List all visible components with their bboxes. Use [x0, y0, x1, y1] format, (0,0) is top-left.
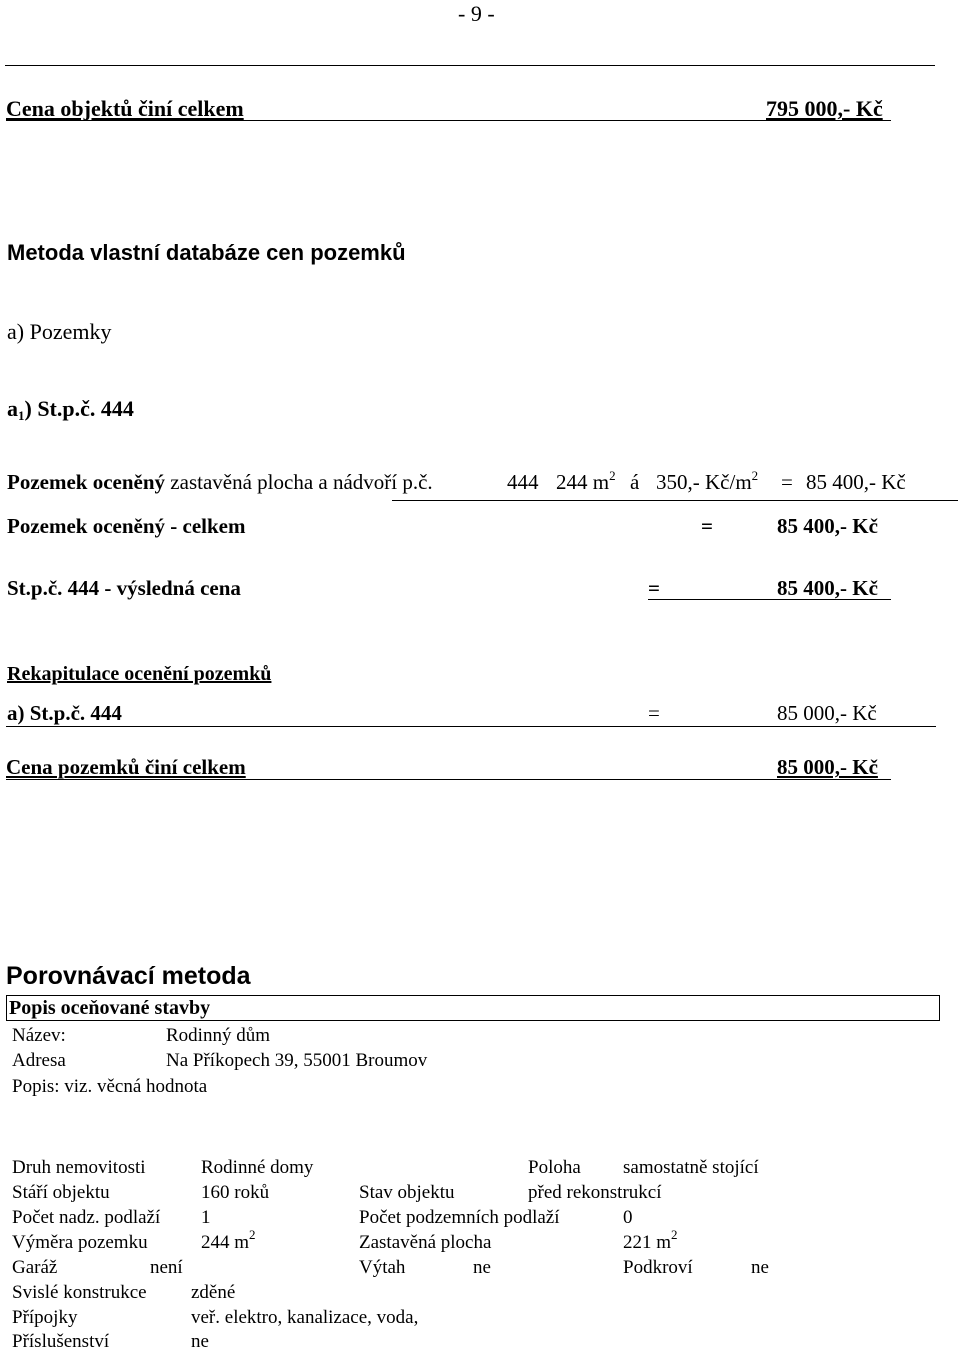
section-a-heading: a) Pozemky [7, 319, 112, 344]
address-label: Adresa [12, 1050, 66, 1071]
comparison-title: Porovnávací metoda [6, 962, 251, 990]
recap-item-rule [6, 726, 936, 727]
land-line-parcel: 444 [507, 470, 539, 494]
elevator-value: ne [473, 1257, 491, 1278]
property-type-label: Druh nemovitosti [12, 1157, 146, 1178]
utilities-label: Přípojky [12, 1307, 78, 1328]
recap-total-value: 85 000,- Kč [777, 755, 878, 779]
recap-item-label: a) St.p.č. 444 [7, 701, 122, 725]
property-type-value: Rodinné domy [201, 1157, 314, 1178]
condition-label: Stav objektu [359, 1182, 455, 1203]
name-label: Název: [12, 1025, 66, 1046]
parcel-result-value: 85 400,- Kč [777, 576, 878, 600]
recap-item-value: 85 000,- Kč [777, 701, 877, 725]
garage-label: Garáž [12, 1257, 58, 1278]
recap-item-equals: = [648, 701, 660, 725]
location-value: samostatně stojící [623, 1157, 759, 1178]
land-line-unit-price: 350,- $Kč/m^2$ [656, 468, 759, 494]
land-line-at: á [630, 470, 640, 494]
land-line-label: Pozemek oceněný zastavěná plocha a nádvoří p.č. [7, 470, 433, 494]
recap-total-label: Cena pozemků činí celkem [6, 755, 246, 779]
vertical-structures-label: Svislé konstrukce [12, 1282, 147, 1303]
attic-value: ne [751, 1257, 769, 1278]
land-line-rule [392, 500, 958, 501]
plot-area-value: 244 $m^2$ [201, 1227, 256, 1253]
age-label: Stáří objektu [12, 1182, 110, 1203]
objects-total-value: 795 000,- Kč [766, 96, 883, 121]
land-total-equals: = [701, 514, 713, 538]
plot-area-label: Výměra pozemku [12, 1232, 148, 1253]
header-rule [5, 65, 935, 66]
subsection-a1-heading: $a_1$) St.p.č. 444 [7, 396, 134, 423]
land-line-area: 244 $m^2$ [556, 468, 616, 494]
vertical-structures-value: zděné [191, 1282, 236, 1303]
location-label: Poloha [528, 1157, 581, 1178]
condition-value: před rekonstrukcí [528, 1182, 662, 1203]
attic-label: Podkroví [623, 1257, 693, 1278]
land-total-label: Pozemek oceněný - celkem [7, 514, 246, 538]
address-value: Na Příkopech 39, 55001 Broumov [166, 1050, 428, 1071]
basement-value: 0 [623, 1207, 633, 1228]
land-total-value: 85 400,- Kč [777, 514, 878, 538]
description-box-title: Popis oceňované stavby [9, 997, 211, 1019]
built-area-value: 221 $m^2$ [623, 1227, 678, 1253]
page-number: - 9 - [458, 1, 495, 26]
recap-title: Rekapitulace ocenění pozemků [7, 663, 272, 685]
accessories-value: ne [191, 1331, 209, 1352]
built-area-label: Zastavěná plocha [359, 1232, 492, 1253]
floors-label: Počet nadz. podlaží [12, 1207, 161, 1228]
parcel-result-rule [648, 599, 891, 600]
land-line-result: 85 400,- Kč [806, 470, 906, 494]
utilities-value: veř. elektro, kanalizace, voda, [191, 1307, 419, 1328]
method-title: Metoda vlastní databáze cen pozemků [7, 240, 406, 265]
parcel-result-label: St.p.č. 444 - výsledná cena [7, 576, 241, 600]
garage-value: není [150, 1257, 183, 1278]
age-value: 160 roků [201, 1182, 270, 1203]
basement-label: Počet podzemních podlaží [359, 1207, 560, 1228]
recap-total-rule [6, 779, 891, 780]
parcel-result-equals: = [648, 576, 660, 600]
elevator-label: Výtah [359, 1257, 406, 1278]
objects-total-rule [6, 120, 891, 121]
name-value: Rodinný dům [166, 1025, 270, 1046]
accessories-label: Příslušenství [12, 1331, 110, 1352]
description-text: Popis: viz. věcná hodnota [12, 1076, 208, 1097]
land-line-equals: = [781, 470, 793, 494]
objects-total-label: Cena objektů činí celkem [6, 96, 244, 121]
floors-value: 1 [201, 1207, 211, 1228]
